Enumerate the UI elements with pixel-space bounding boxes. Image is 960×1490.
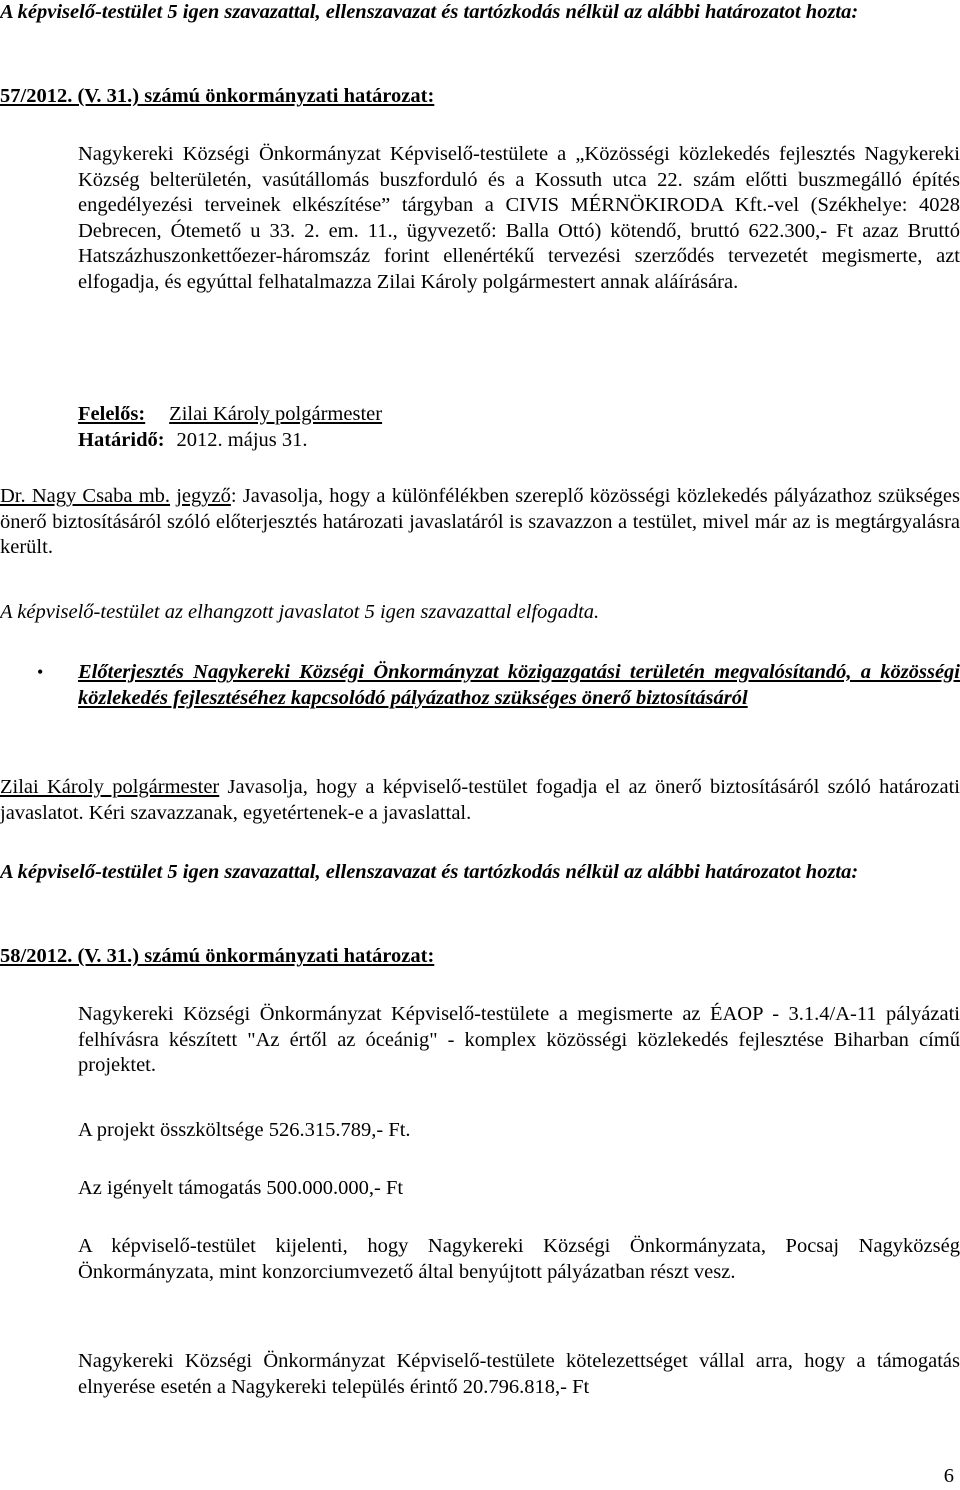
responsible-label: Felelős: (78, 403, 146, 425)
resolution-57-body: Nagykereki Községi Önkormányzat Képviselő-testülete a „Közösségi közlekedés fejlesztés Nagykereki Község belterületén, vasútállomás buszforduló és a Kossuth utca 22. szám előtti buszmegálló építés engedélyezési terveinek elkészítése” tárgyban a CIVIS MÉRNÖKIRODA Kft.-vel (Székhelye: 4028 Debrecen, Ótemető u 33. 2. em. 11., ügyvezető: Balla Ottó) kötendő, bruttó 622.300,- Ft azaz Bruttó Hatszázhuszonkettőezer-háromszáz forint ellenértékű tervezési szerződés tervezetét megismerte, azt elfogadja, és egyúttal felhatalmazza Zilai Károly polgármestert annak aláírására. (78, 143, 960, 293)
vote-intro-1: A képviselő-testület 5 igen szavazattal, ellenszavazat és tartózkodás nélkül az alábbi határozatot hozta: (0, 1, 859, 23)
bullet-title: Előterjesztés Nagykereki Községi Önkormányzat közigazgatási területén megvalósítandó, a közösségi közlekedés fejlesztéséhez kapcsolódó pályázathoz szükséges önerő biztosításáról (78, 661, 960, 709)
mayor-name: Zilai Károly polgármester (0, 776, 220, 798)
mayor-paragraph (0, 775, 960, 826)
page-number: 6 (943, 1465, 954, 1487)
bullet-item (37, 660, 960, 711)
notary-role: jegyző (176, 485, 231, 507)
deadline-value: 2012. május 31. (176, 429, 308, 451)
resolution-58-p3: Az igényelt támogatás 500.000.000,- Ft (78, 1177, 404, 1199)
deadline-label: Határidő: (78, 429, 165, 451)
resolution-58-p1: Nagykereki Községi Önkormányzat Képviselő-testülete a megismerte az ÉAOP - 3.1.4/A-11 pályázati felhívásra készített "Az értől az óceánig" - komplex közösségi közlekedés fejlesztése Biharban című projektet. (78, 1003, 960, 1076)
resolution-58-p5: Nagykereki Községi Önkormányzat Képviselő-testülete kötelezettséget vállal arra, hogy a támogatás elnyerése esetén a Nagykereki település érintő 20.796.818,- Ft (78, 1350, 960, 1398)
notary-text: : Javasolja, hogy a különfélékben szereplő közösségi közlekedés pályázathoz szükséges önerő biztosításáról szóló előterjesztés határozati javaslatáról is szavazzon a testület, mivel már az is megtárgyalásra került. (0, 485, 960, 558)
bullet-symbol: • (37, 662, 44, 682)
deadline-row (78, 428, 308, 454)
resolution-58-heading: 58/2012. (V. 31.) számú önkormányzati határozat: (0, 945, 435, 967)
responsible-value: Zilai Károly polgármester (169, 403, 383, 425)
resolution-58-p4: A képviselő-testület kijelenti, hogy Nagykereki Községi Önkormányzata, Pocsaj Nagyközség Önkormányzata, mint konzorciumvezető által benyújtott pályázatban részt vesz. (78, 1235, 960, 1283)
mayor-text: Javasolja, hogy a képviselő-testület fogadja el az önerő biztosításáról szóló határozati javaslatot. Kéri szavazzanak, egyetértenek-e a javaslattal. (0, 776, 960, 824)
vote-intro-2: A képviselő-testület 5 igen szavazattal, ellenszavazat és tartózkodás nélkül az alábbi határozatot hozta: (0, 861, 859, 883)
resolution-57-heading: 57/2012. (V. 31.) számú önkormányzati határozat: (0, 85, 435, 107)
responsible-row (78, 402, 382, 428)
resolution-58-p2: A projekt összköltsége 526.315.789,- Ft. (78, 1119, 411, 1141)
notary-name: Dr. Nagy Csaba mb. (0, 485, 171, 507)
notary-vote: A képviselő-testület az elhangzott javaslatot 5 igen szavazattal elfogadta. (0, 601, 600, 623)
notary-paragraph (0, 484, 960, 561)
